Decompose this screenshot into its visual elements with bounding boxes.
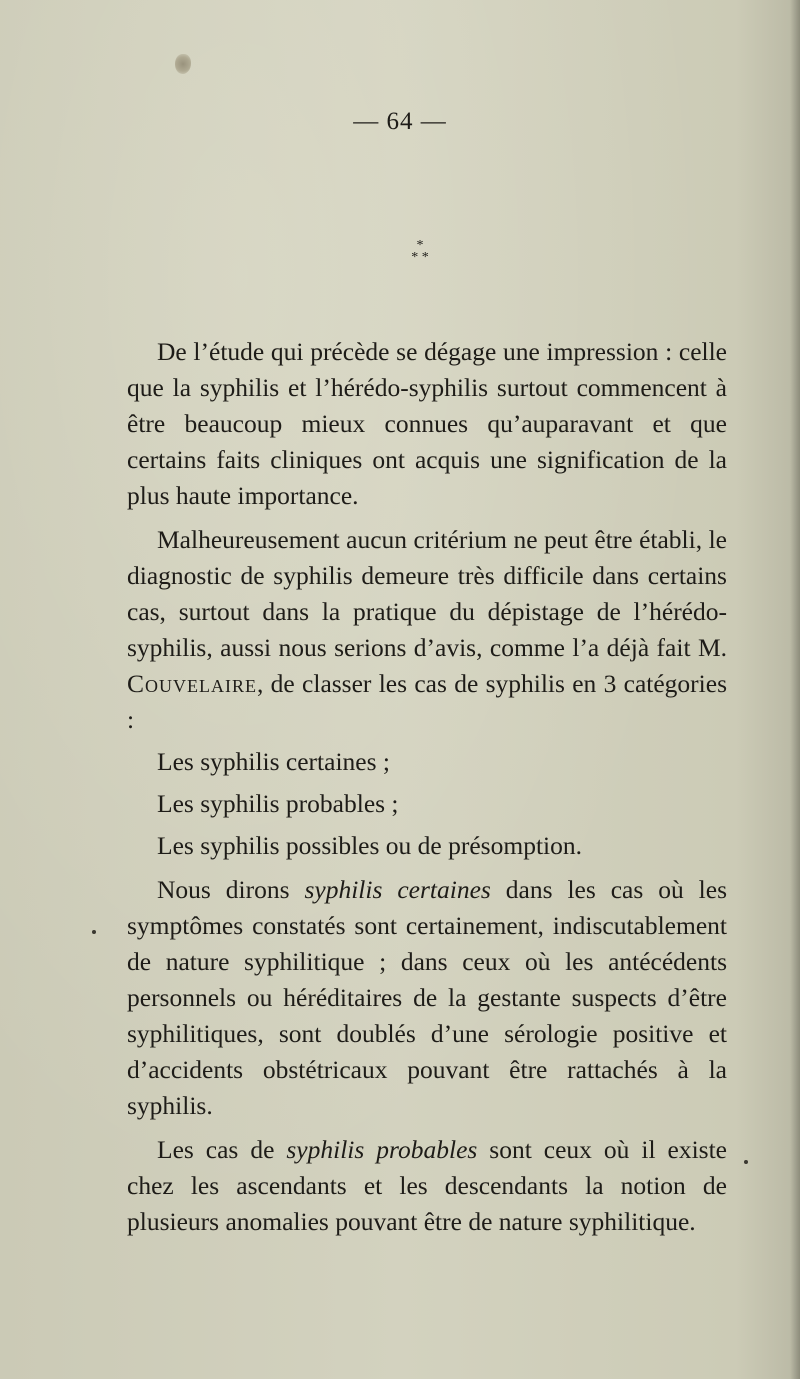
paragraph-2-end: , de classer les cas de syphilis en 3 catégories : — [127, 669, 727, 734]
paragraph-3-end: dans les cas où les symptômes constatés sont certainement, indiscutablement de nature syphilitique ; dans ceux où les antécédents personnels ou héréditaires de la gestante suspects d’être syphilitiques, sont doublés d’une sérologie positive et d’accidents obstétricaux pouvant être rattachés à la syphilis. — [127, 875, 727, 1120]
term-syphilis-certaines: syphilis certaines — [304, 875, 491, 904]
paragraph-2-start: Malheureusement aucun critérium ne peut être établi, le diagnostic de syphilis demeure très difficile dans certains cas, surtout dans la pratique du dépistage de l’hérédo-syphilis, aussi nous serions d’avis, comme l’a déjà fait M. — [127, 525, 727, 662]
paragraph-3 — [127, 872, 727, 1124]
term-syphilis-probables: syphilis probables — [286, 1135, 478, 1164]
ink-stain — [175, 54, 191, 74]
category-item-3: Les syphilis possibles ou de présomption. — [157, 831, 582, 860]
asterism-separator — [395, 240, 445, 264]
paragraph-4-start: Les cas de — [157, 1135, 287, 1164]
margin-speck — [744, 1160, 748, 1164]
asterism-bottom: * * — [411, 250, 429, 265]
page-edge-shadow — [790, 0, 800, 1379]
category-item-1: Les syphilis certaines ; — [157, 747, 390, 776]
paragraph-3-start: Nous dirons — [157, 875, 305, 904]
author-name: Couvelaire — [127, 669, 257, 698]
paragraph-4-end: sont ceux où il existe chez les ascendants et les descendants la notion de plusieurs anomalies pouvant être de nature syphilitique. — [127, 1135, 727, 1236]
asterism-top: * — [416, 238, 424, 253]
paragraph-4 — [127, 1132, 727, 1240]
paragraph-2 — [127, 522, 727, 738]
body-text — [127, 334, 727, 1240]
paragraph-1: De l’étude qui précède se dégage une impression : celle que la syphilis et l’hérédo-syphilis surtout commencent à être beaucoup mieux connues qu’auparavant et que certains faits cliniques ont acquis une signification de la plus haute importance. — [127, 337, 727, 510]
margin-speck — [92, 930, 96, 934]
page-number: — 64 — — [353, 108, 447, 135]
category-item-2: Les syphilis probables ; — [157, 789, 399, 818]
